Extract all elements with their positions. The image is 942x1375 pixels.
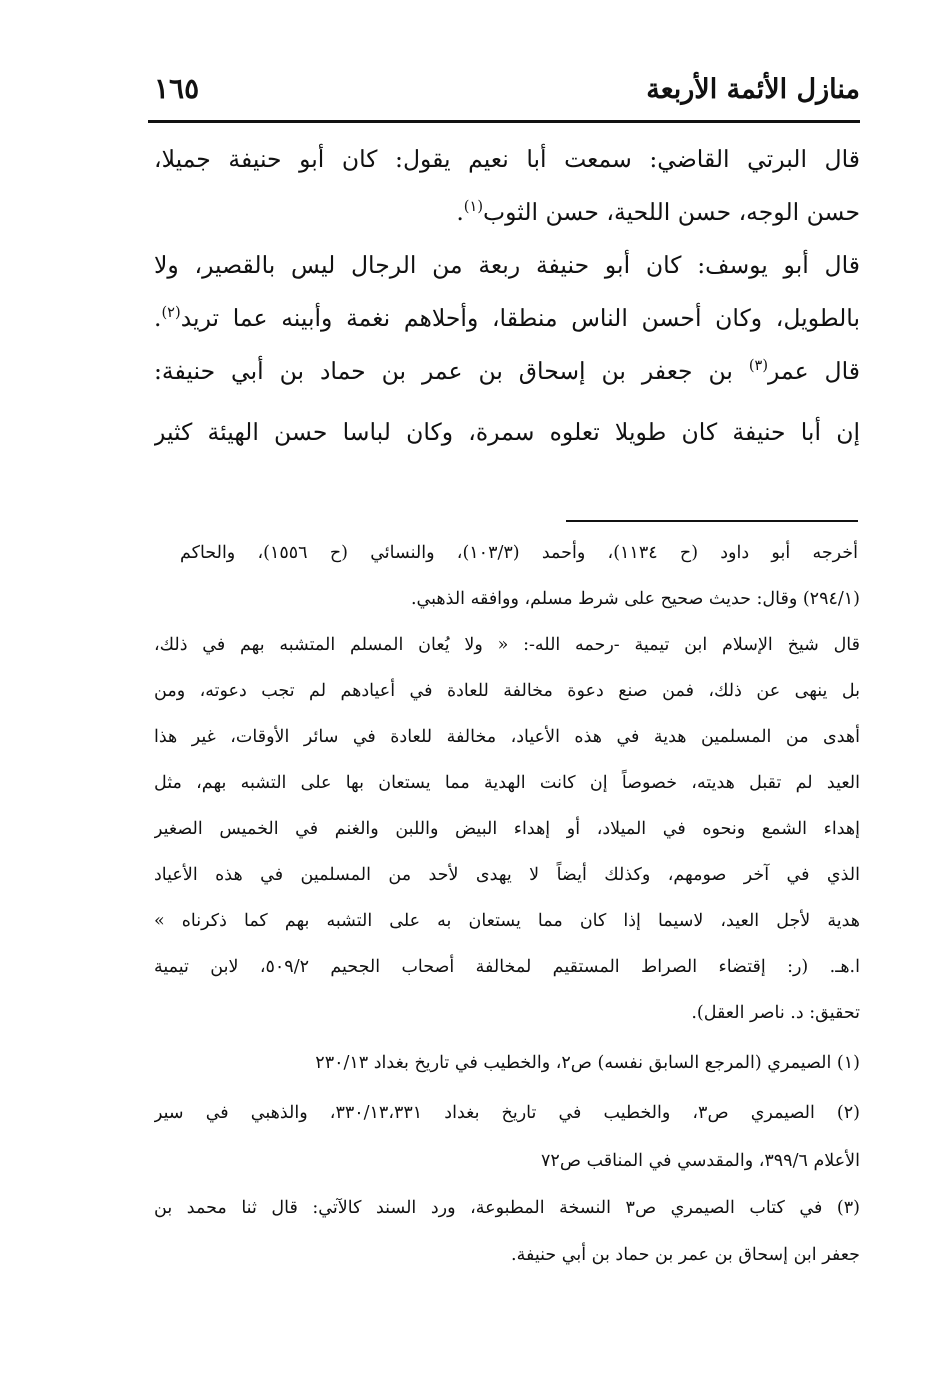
footnote-line: الذي في آخر صومهم، وكذلك أيضاً لا يهدى لأحد من المسلمين في هذه الأعياد: [154, 865, 860, 885]
footnote-line: هدية لأجل العيد، لاسيما إذا كان مما يستعان به على التشبه بهم كما ذكرناه »: [154, 911, 860, 931]
body-line: قال أبو يوسف: كان أبو حنيفة ربعة من الرجال ليس بالقصير، ولا: [154, 251, 860, 279]
body-line: قال البرتي القاضي: سمعت أبا نعيم يقول: كان أبو حنيفة جميلا،: [154, 145, 860, 173]
footnote-2: (٢) الصيمري ص٣، والخطيب في تاريخ بغداد ٣٣٠/١٣،٣٣١، والذهبي في سير: [154, 1103, 860, 1123]
body-line: حسن الوجه، حسن اللحية، حسن الثوب$^{(١)}$.: [456, 198, 860, 226]
footnote-line: أهدى من المسلمين هدية في هذه الأعياد، مخالفة للعادة في سائر الأوقات، غير هذا: [154, 727, 860, 747]
footnote-line: (٢٩٤/١) وقال: حديث صحيح على شرط مسلم، ووافقه الذهبي.: [410, 589, 860, 609]
footnote-3: (٣) في كتاب الصيمري ص٣ النسخة المطبوعة، ورد السند كالآتي: قال ثنا محمد بن: [154, 1198, 860, 1218]
footnote-line: بل ينهى عن ذلك، فمن صنع دعوة مخالفة للعادة في أعيادهم لم تجب دعوته، ومن: [154, 681, 860, 701]
footnote-line: قال شيخ الإسلام ابن تيمية -رحمه الله-: « ولا يُعان المسلم المتشبه بهم في ذلك،: [154, 635, 860, 655]
footnote-line: العيد لم تقبل هديته، خصوصاً إن كانت الهدية مما يستعان بها على التشبه بهم، مثل: [154, 773, 860, 793]
running-title: منازل الأئمة الأربعة: [646, 74, 860, 105]
footnote-3-continued: جعفر ابن إسحاق بن عمر بن حماد بن أبي حنيفة.: [511, 1245, 860, 1265]
footnote-line: ا.هـ. (ر: إقتضاء الصراط المستقيم لمخالفة أصحاب الجحيم ٥٠٩/٢، لابن تيمية: [154, 957, 860, 977]
footnote-reference: (٢): [161, 304, 181, 322]
footnote-2-continued: الأعلام ٣٩٩/٦، والمقدسي في المناقب ص٧٢: [541, 1151, 860, 1171]
body-line: إن أبا حنيفة كان طويلا تعلوه سمرة، وكان لباسا حسن الهيئة كثير: [154, 418, 860, 446]
body-line: قال عمر$^{(٣)}$ بن جعفر بن إسحاق بن عمر بن حماد بن أبي حنيفة:: [154, 357, 860, 385]
footnote-rule: [566, 520, 858, 522]
page-number: ١٦٥: [154, 72, 200, 105]
footnote-line: تحقيق: د. ناصر العقل).: [691, 1003, 860, 1023]
body-line: بالطويل، وكان أحسن الناس منطقا، وأحلاهم نغمة وأبينه عما تريد$^{(٢)}$.: [154, 304, 860, 332]
footnote-1: (١) الصيمري (المرجع السابق نفسه) ص٢، والخطيب في تاريخ بغداد ٢٣٠/١٣: [315, 1053, 860, 1073]
footnote-reference: (٣): [748, 357, 769, 375]
header-rule: [148, 120, 860, 123]
footnote-line: أخرجه أبو داود (ح ١١٣٤)، وأحمد (١٠٣/٣)، والنسائي (ح ١٥٥٦)، والحاكم: [180, 543, 858, 563]
footnote-line: إهداء الشمع ونحوه في الميلاد، أو إهداء البيض واللبن والغنم في الخميس الصغير: [154, 819, 860, 839]
footnote-reference: (١): [463, 198, 483, 216]
